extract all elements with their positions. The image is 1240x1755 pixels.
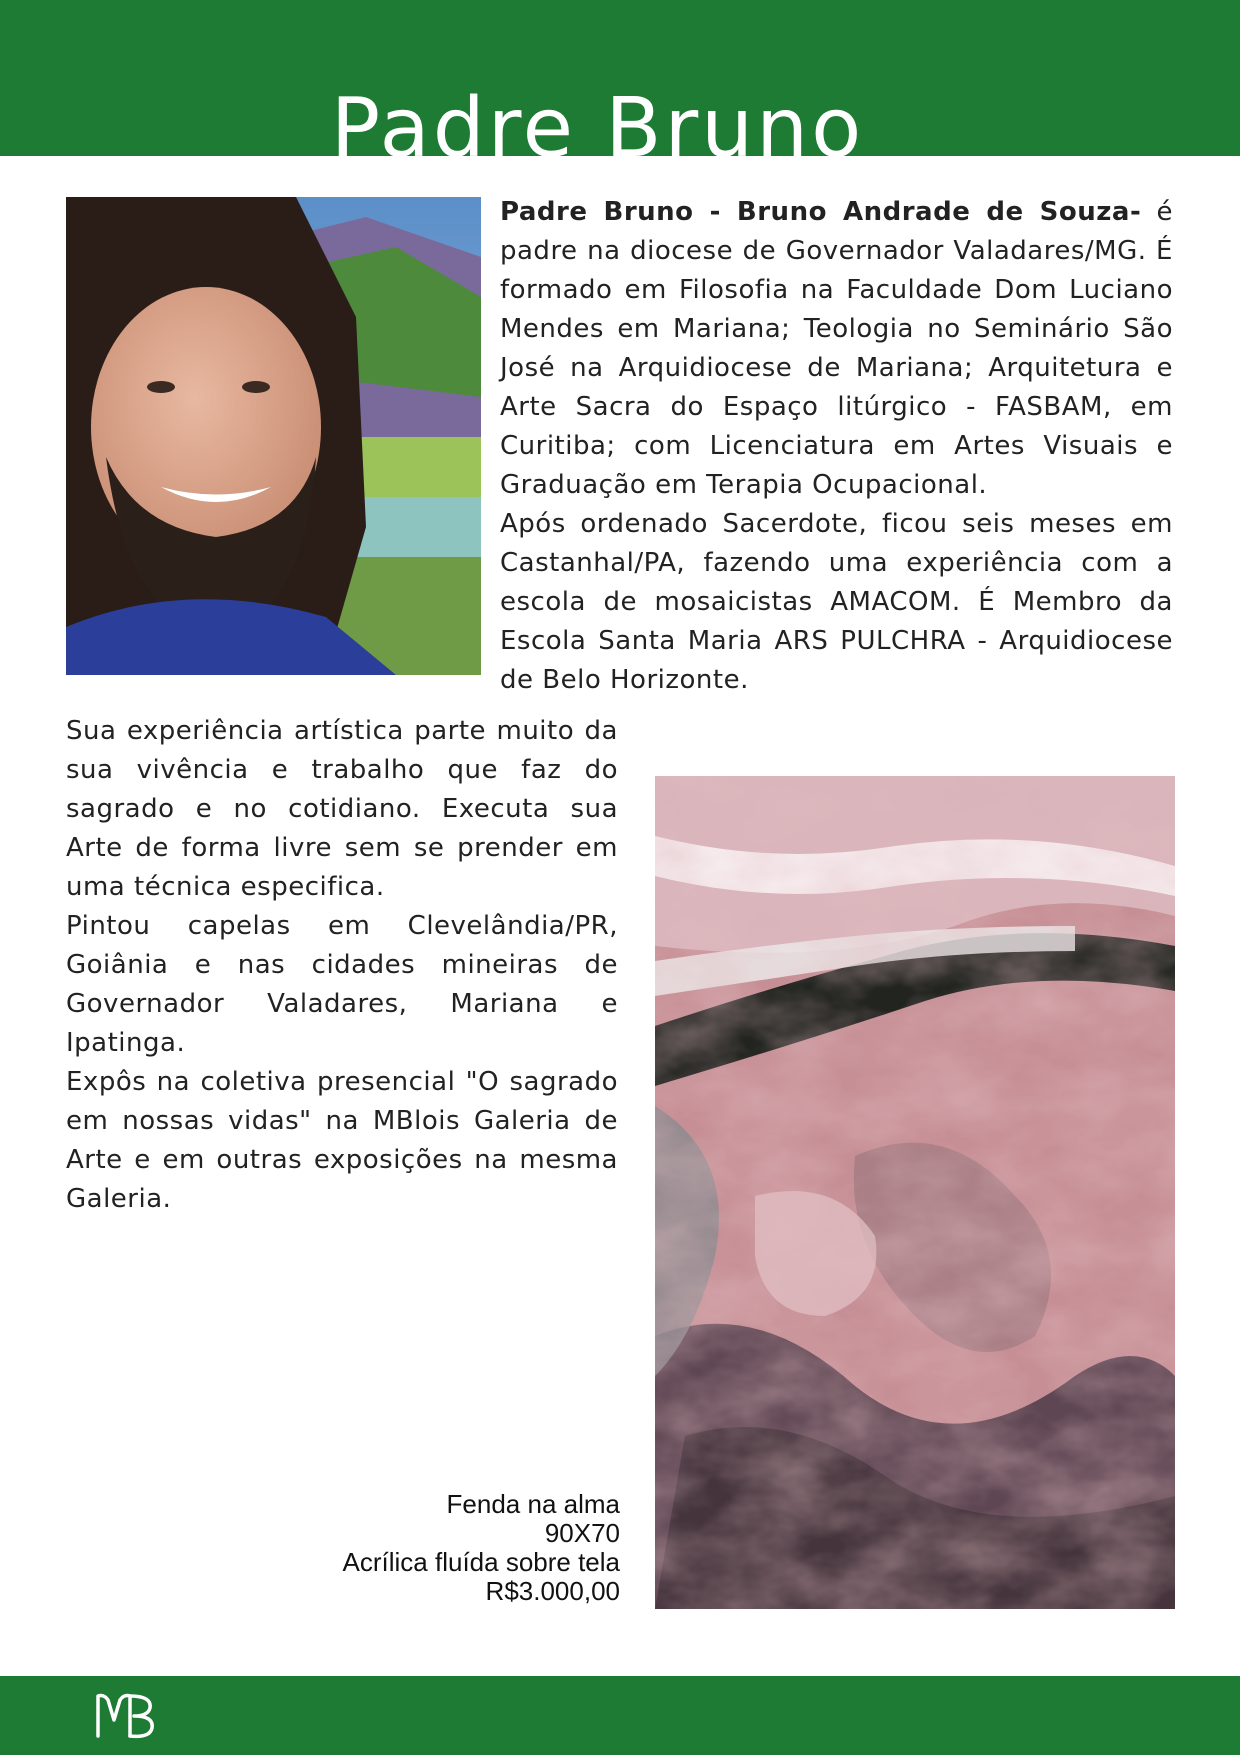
artwork-image bbox=[655, 776, 1175, 1609]
bio-intro bbox=[500, 193, 1173, 700]
footer-band bbox=[0, 1676, 1240, 1755]
bio-paragraph-education bbox=[500, 193, 1173, 505]
bio-paragraph-experience: Sua experiência artística parte muito da sua vivência e trabalho que faz do sagrado e no cotidiano. Executa sua Arte de forma livre sem se prender em uma técnica especifica. bbox=[66, 716, 618, 902]
page-title: Padre Bruno bbox=[330, 80, 865, 176]
bio-continued bbox=[66, 712, 645, 1219]
mb-logo bbox=[94, 1690, 158, 1740]
bio-intro-text: é padre na diocese de Governador Valadares/MG. É formado em Filosofia na Faculdade Dom Luciano Mendes em Mariana; Teologia no Seminário São José na Arquidiocese de Mariana; Arquitetura e Arte Sacra do Espaço litúrgico - FASBAM, em Curitiba; com Licenciatura em Artes Visuais e Graduação em Terapia Ocupacional. bbox=[500, 197, 1174, 500]
artwork-caption bbox=[260, 1490, 620, 1606]
bio-paragraph-ordination: Após ordenado Sacerdote, ficou seis meses em Castanhal/PA, fazendo uma experiência com a escola de mosaicistas AMACOM. É Membro da Escola Santa Maria ARS PULCHRA - Arquidiocese de Belo Horizonte. bbox=[500, 509, 1173, 695]
artwork-price: R$3.000,00 bbox=[485, 1576, 620, 1606]
bio-paragraph-chapels: Pintou capelas em Clevelândia/PR, Goiânia e nas cidades mineiras de Governador Valadares, Mariana e Ipatinga. bbox=[66, 911, 645, 1058]
artwork-dimensions: 90X70 bbox=[544, 1518, 620, 1548]
artist-name: Padre Bruno - Bruno Andrade de Souza- bbox=[500, 197, 1142, 227]
artwork-technique: Acrílica fluída sobre tela bbox=[342, 1547, 620, 1577]
artist-portrait bbox=[66, 197, 481, 675]
bio-paragraph-exhibitions: Expôs na coletiva presencial "O sagrado em nossas vidas" na MBlois Galeria de Arte e em outras exposições na mesma Galeria. bbox=[66, 1067, 618, 1214]
artwork-title: Fenda na alma bbox=[446, 1489, 620, 1519]
